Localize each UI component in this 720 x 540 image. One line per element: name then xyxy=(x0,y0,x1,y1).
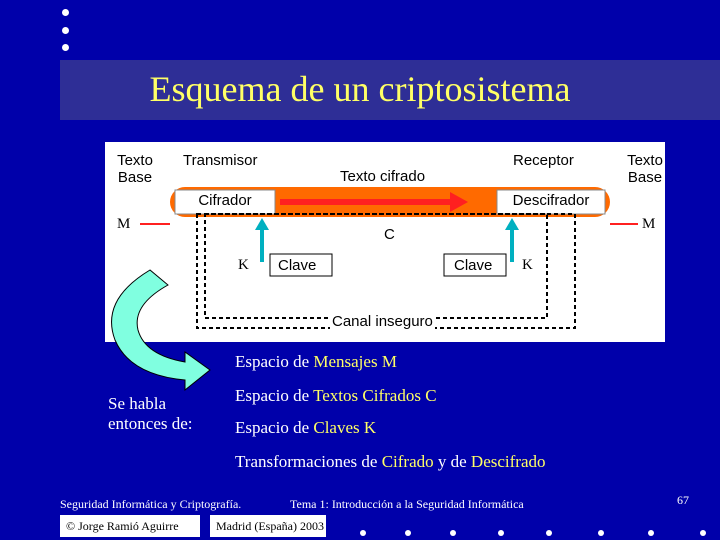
texto-cifrado-label: Texto cifrado xyxy=(340,168,426,185)
footer-dot xyxy=(450,530,456,536)
footer-dot xyxy=(700,530,706,536)
k-right-label: K xyxy=(522,257,533,273)
footer-dot xyxy=(405,530,411,536)
list-item-prefix: Transformaciones de xyxy=(235,452,382,471)
key-arrow-right-head xyxy=(505,218,519,230)
cifrador-label: Cifrador xyxy=(198,192,252,209)
footer-dot xyxy=(360,530,366,536)
list-item-highlight: Textos Cifrados C xyxy=(313,386,437,405)
page-number: 67 xyxy=(677,493,689,507)
list-item-transformaciones xyxy=(235,452,546,472)
list-item-highlight: Cifrado xyxy=(381,452,434,471)
c-label: C xyxy=(384,226,395,243)
list-item-mensajes xyxy=(235,352,397,372)
texto-base-left: Texto Base xyxy=(117,152,153,186)
list-item-textos-cifrados xyxy=(235,386,437,406)
list-item-mid: y de xyxy=(433,452,471,471)
page-title: Esquema de un criptosistema xyxy=(149,69,571,109)
canal-inseguro-label: Canal inseguro xyxy=(332,313,433,330)
clave-right-label: Clave xyxy=(454,257,493,274)
transmisor-label: Transmisor xyxy=(183,152,258,169)
curved-green-arrow xyxy=(112,270,210,390)
footer-dot xyxy=(546,530,552,536)
list-item-highlight: Claves K xyxy=(313,418,377,437)
cipher-arrow-shaft xyxy=(280,199,450,205)
footer-dot xyxy=(648,530,654,536)
m-left-label: M xyxy=(117,216,131,232)
clave-left-label: Clave xyxy=(278,257,317,274)
receptor-label: Receptor xyxy=(513,152,574,169)
list-item-prefix: Espacio de xyxy=(235,352,314,371)
list-item-prefix: Espacio de xyxy=(235,386,314,405)
key-arrow-left-head xyxy=(255,218,269,230)
footer-place: Madrid (España) 2003 xyxy=(216,519,324,533)
footer-topic: Tema 1: Introducción a la Seguridad Informática xyxy=(290,497,524,511)
footer-course: Seguridad Informática y Criptografía. xyxy=(60,497,242,511)
descifrador-label: Descifrador xyxy=(512,192,590,209)
list-item-claves xyxy=(235,418,376,438)
m-right-label: M xyxy=(642,216,656,232)
footer-dot xyxy=(498,530,504,536)
footer-dot xyxy=(598,530,604,536)
footer-author: © Jorge Ramió Aguirre xyxy=(66,519,179,533)
list-item-prefix: Espacio de xyxy=(235,418,314,437)
list-item-highlight-2: Descifrado xyxy=(470,452,546,471)
texto-base-right: Texto Base xyxy=(627,152,663,186)
spaces-intro: Se habla entonces de: xyxy=(108,394,193,433)
list-item-highlight: Mensajes M xyxy=(313,352,397,371)
k-left-label: K xyxy=(238,257,249,273)
